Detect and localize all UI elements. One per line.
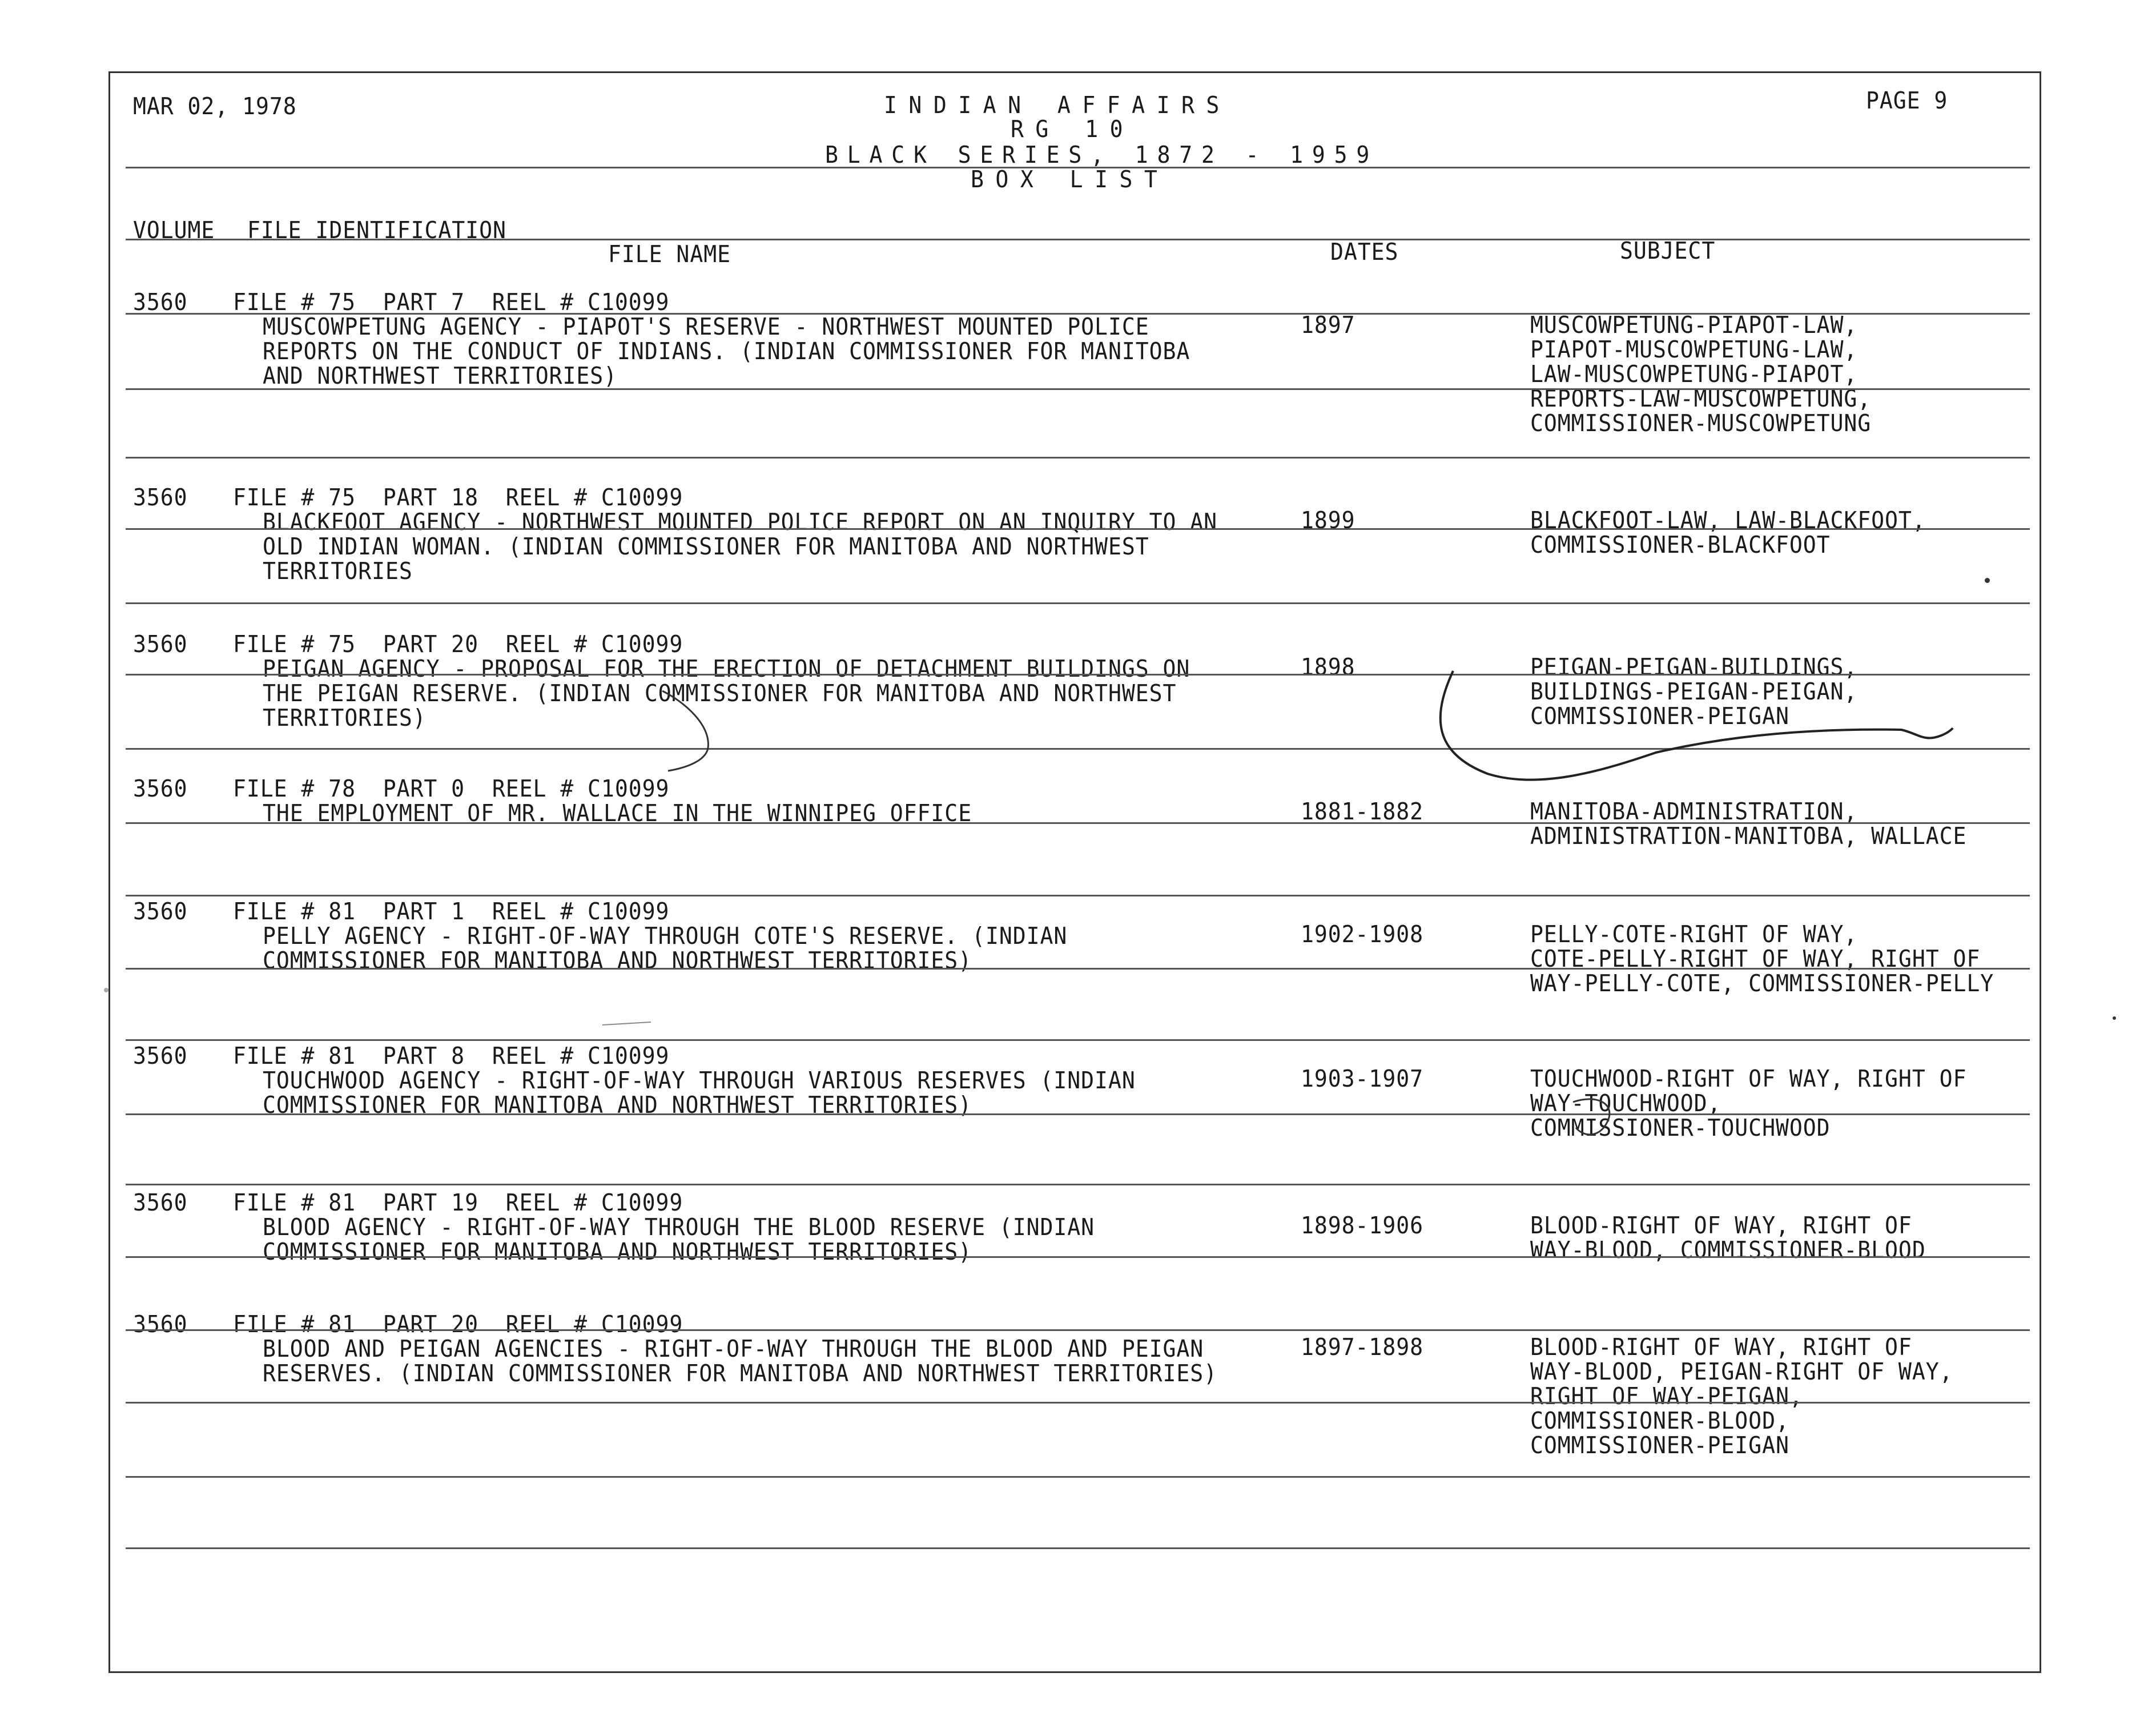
entry-volume: 3560 [133,484,188,511]
entry-volume: 3560 [133,630,188,658]
entry-dates: 1897 [1301,311,1355,339]
entry-file-name-line: THE PEIGAN RESERVE. (INDIAN COMMISSIONER FOR MANITOBA AND NORTHWEST [263,679,1177,707]
entry-file-name-line: TERRITORIES) [263,704,427,731]
entry-dates: 1902-1908 [1301,920,1423,948]
entry-subject-line: ADMINISTRATION-MANITOBA, WALLACE [1530,822,1967,850]
entry-file-name-line: COMMISSIONER FOR MANITOBA AND NORTHWEST TERRITORIES) [263,947,972,974]
ruled-line [126,674,2030,675]
column-file-name: FILE NAME [608,240,731,268]
entry-subject-line: BLACKFOOT-LAW, LAW-BLACKFOOT, [1530,506,1926,534]
ruled-line [126,528,2030,530]
ruled-line [126,1402,2030,1404]
entry-volume: 3560 [133,1310,188,1338]
report-date: MAR 02, 1978 [133,93,297,120]
entry-file-identification: FILE # 75 PART 7 REEL # C10099 [233,288,670,316]
entry-volume: 3560 [133,1042,188,1069]
column-file-identification: FILE IDENTIFICATION [247,216,506,244]
entry-file-name-line: OLD INDIAN WOMAN. (INDIAN COMMISSIONER FOR MANITOBA AND NORTHWEST [263,533,1149,560]
entry-file-identification: FILE # 78 PART 0 REEL # C10099 [233,775,670,802]
entry-subject-line: COMMISSIONER-TOUCHWOOD [1530,1114,1831,1141]
entry-subject-line: WAY-BLOOD, PEIGAN-RIGHT OF WAY, [1530,1358,1953,1385]
entry-volume: 3560 [133,898,188,925]
speck [2113,1016,2116,1020]
entry-subject-line: MANITOBA-ADMINISTRATION, [1530,798,1858,825]
entry-subject-line: BLOOD-RIGHT OF WAY, RIGHT OF [1530,1333,1912,1361]
entry-file-name-line: REPORTS ON THE CONDUCT OF INDIANS. (INDIAN COMMISSIONER FOR MANITOBA [263,337,1190,365]
entry-file-name-line: TERRITORIES [263,557,413,585]
entry-subject-line: BUILDINGS-PEIGAN-PEIGAN, [1530,678,1858,705]
entry-subject-line: REPORTS-LAW-MUSCOWPETUNG, [1530,385,1872,412]
entry-file-name-line: BLOOD AND PEIGAN AGENCIES - RIGHT-OF-WAY THROUGH THE BLOOD AND PEIGAN [263,1335,1204,1362]
entry-file-identification: FILE # 81 PART 19 REEL # C10099 [233,1189,683,1216]
ruled-line [126,167,2030,168]
ruled-line [126,748,2030,750]
ruled-line [126,1547,2030,1549]
entry-file-name-line: MUSCOWPETUNG AGENCY - PIAPOT'S RESERVE - NORTHWEST MOUNTED POLICE [263,313,1149,340]
ruled-line [126,1256,2030,1258]
report-title: INDIAN AFFAIRS [884,91,1231,119]
column-volume: VOLUME [133,216,215,244]
entry-subject-line: COTE-PELLY-RIGHT OF WAY, RIGHT OF [1530,945,1981,972]
entry-file-identification: FILE # 81 PART 20 REEL # C10099 [233,1310,683,1338]
entry-volume: 3560 [133,775,188,802]
entry-file-identification: FILE # 81 PART 8 REEL # C10099 [233,1042,670,1069]
entry-subject-line: WAY-BLOOD, COMMISSIONER-BLOOD [1530,1236,1926,1264]
entry-subject-line: COMMISSIONER-PEIGAN [1530,702,1789,730]
entry-dates: 1881-1882 [1301,798,1423,825]
entry-subject-line: COMMISSIONER-BLOOD, [1530,1407,1789,1434]
entry-subject-line: PEIGAN-PEIGAN-BUILDINGS, [1530,653,1858,681]
entry-subject-line: WAY-PELLY-COTE, COMMISSIONER-PELLY [1530,970,1994,997]
ruled-line [126,313,2030,315]
entry-subject-line: LAW-MUSCOWPETUNG-PIAPOT, [1530,360,1858,388]
entry-subject-line: BLOOD-RIGHT OF WAY, RIGHT OF [1530,1212,1912,1239]
entry-subject-line: RIGHT OF WAY-PEIGAN, [1530,1382,1803,1410]
entry-dates: 1903-1907 [1301,1065,1423,1092]
ruled-line [126,1039,2030,1041]
entry-file-identification: FILE # 75 PART 18 REEL # C10099 [233,484,683,511]
entry-dates: 1898 [1301,653,1355,681]
entry-file-name-line: RESERVES. (INDIAN COMMISSIONER FOR MANITOBA AND NORTHWEST TERRITORIES) [263,1360,1218,1387]
speck [1985,578,1990,583]
entry-file-name-line: BLOOD AGENCY - RIGHT-OF-WAY THROUGH THE BLOOD RESERVE (INDIAN [263,1213,1095,1241]
entry-file-name-line: PELLY AGENCY - RIGHT-OF-WAY THROUGH COTE'S RESERVE. (INDIAN [263,922,1068,950]
ruled-line [126,895,2030,896]
entry-file-name-line: TOUCHWOOD AGENCY - RIGHT-OF-WAY THROUGH VARIOUS RESERVES (INDIAN [263,1067,1136,1094]
entry-subject-line: COMMISSIONER-MUSCOWPETUNG [1530,409,1872,437]
ruled-line [126,1476,2030,1478]
ruled-line [126,602,2030,604]
entry-volume: 3560 [133,1189,188,1216]
entry-file-name-line: AND NORTHWEST TERRITORIES) [263,362,618,389]
entry-dates: 1899 [1301,506,1355,534]
entry-subject-line: MUSCOWPETUNG-PIAPOT-LAW, [1530,311,1858,339]
ruled-line [126,388,2030,390]
ruled-line [126,1329,2030,1331]
entry-file-name-line: BLACKFOOT AGENCY - NORTHWEST MOUNTED POLICE REPORT ON AN INQUIRY TO AN [263,508,1218,536]
ruled-line [126,1184,2030,1185]
ruled-line [126,239,2030,240]
entry-file-identification: FILE # 75 PART 20 REEL # C10099 [233,630,683,658]
ruled-line [126,1113,2030,1115]
entry-file-name-line: COMMISSIONER FOR MANITOBA AND NORTHWEST TERRITORIES) [263,1091,972,1119]
entry-subject-line: PIAPOT-MUSCOWPETUNG-LAW, [1530,336,1858,363]
entry-file-name-line: THE EMPLOYMENT OF MR. WALLACE IN THE WINNIPEG OFFICE [263,799,972,827]
entry-subject-line: WAY-TOUCHWOOD, [1530,1089,1721,1117]
series-title: BLACK SERIES, 1872 - 1959 [825,141,1379,168]
entry-volume: 3560 [133,288,188,316]
column-dates: DATES [1330,238,1399,266]
entry-file-name-line: COMMISSIONER FOR MANITOBA AND NORTHWEST TERRITORIES) [263,1238,972,1265]
entry-subject-line: COMMISSIONER-PEIGAN [1530,1431,1789,1459]
entry-subject-line: PELLY-COTE-RIGHT OF WAY, [1530,920,1858,948]
entry-subject-line: TOUCHWOOD-RIGHT OF WAY, RIGHT OF [1530,1065,1967,1092]
entry-dates: 1897-1898 [1301,1333,1423,1361]
entry-file-identification: FILE # 81 PART 1 REEL # C10099 [233,898,670,925]
ruled-line [126,822,2030,824]
entry-dates: 1898-1906 [1301,1212,1423,1239]
ruled-line [126,457,2030,459]
page-number: PAGE 9 [1866,87,1948,114]
speck [104,988,108,992]
box-list-label: BOX LIST [971,166,1169,193]
entry-file-name-line: PEIGAN AGENCY - PROPOSAL FOR THE ERECTION OF DETACHMENT BUILDINGS ON [263,655,1190,682]
column-subject: SUBJECT [1620,237,1716,264]
record-group: RG 10 [1011,115,1135,143]
entry-subject-line: COMMISSIONER-BLACKFOOT [1530,531,1831,558]
ruled-line [126,968,2030,970]
